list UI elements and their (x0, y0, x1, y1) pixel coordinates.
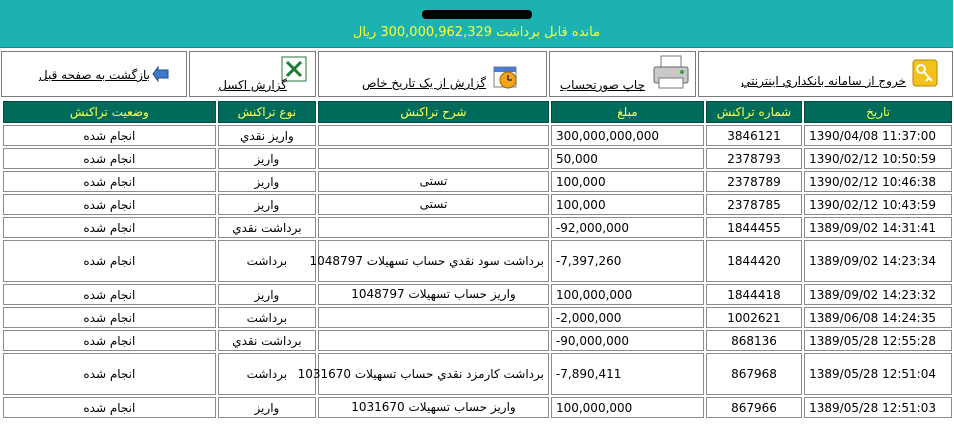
report-by-date-link[interactable]: گزارش از يک تاريخ خاص (361, 76, 486, 90)
cell-type: واريز (218, 148, 316, 169)
cell-type: برداشت (218, 307, 316, 328)
cell-status: انجام شده (3, 171, 216, 192)
logout-cell (698, 51, 953, 97)
cell-description (318, 307, 549, 328)
cell-type: برداشت (218, 353, 316, 395)
cell-amount: 100,000 (551, 194, 704, 215)
table-row (3, 397, 952, 418)
available-balance: مانده قابل برداشت 300,000,962,329 ريال (352, 25, 601, 40)
cell-amount: 50,000 (551, 148, 704, 169)
calendar-report-icon[interactable] (492, 64, 520, 93)
cell-status: انجام شده (3, 148, 216, 169)
table-row (3, 330, 952, 351)
table-header-row (3, 101, 952, 123)
cell-description: تستی (318, 194, 549, 215)
cell-amount: 100,000,000 (551, 284, 704, 305)
cell-description: واريز حساب تسهيلات 1031670 (318, 397, 549, 418)
cell-type: واريز نقدي (218, 125, 316, 146)
cell-date: 1390/04/08 11:37:00 (804, 125, 952, 146)
cell-status: انجام شده (3, 353, 216, 395)
cell-description (318, 148, 549, 169)
table-row (3, 353, 952, 395)
header-status[interactable]: وضعيت تراکنش (3, 101, 216, 123)
cell-amount: -7,397,260 (551, 240, 704, 282)
cell-status: انجام شده (3, 307, 216, 328)
cell-type: واريز (218, 171, 316, 192)
table-row (3, 307, 952, 328)
excel-report-link[interactable]: گزارش اکسل (218, 78, 287, 92)
toolbar (0, 51, 953, 97)
cell-number: 1844455 (706, 217, 802, 238)
cell-amount: 100,000 (551, 171, 704, 192)
cell-amount: -7,890,411 (551, 353, 704, 395)
cell-status: انجام شده (3, 397, 216, 418)
cell-description: تستی (318, 171, 549, 192)
cell-amount: 100,000,000 (551, 397, 704, 418)
header-type[interactable]: نوع تراکنش (218, 101, 316, 123)
header-amount[interactable]: مبلغ (551, 101, 704, 123)
table-row (3, 284, 952, 305)
cell-number: 1844420 (706, 240, 802, 282)
cell-type: واريز (218, 284, 316, 305)
cell-type: واريز (218, 194, 316, 215)
logout-link[interactable]: خروج از سامانه بانکداري اينترنتي (741, 74, 906, 88)
print-statement-link[interactable]: چاپ صورتحساب (559, 78, 645, 92)
back-link[interactable]: بازگشت به صفحه قبل (38, 68, 150, 82)
table-row (3, 171, 952, 192)
cell-number: 2378793 (706, 148, 802, 169)
cell-description (318, 330, 549, 351)
cell-type: واريز (218, 397, 316, 418)
cell-status: انجام شده (3, 125, 216, 146)
table-row (3, 125, 952, 146)
report-date-cell (318, 51, 547, 97)
table-row (3, 217, 952, 238)
cell-date: 1389/09/02 14:31:41 (804, 217, 952, 238)
cell-amount: -90,000,000 (551, 330, 704, 351)
cell-number: 2378785 (706, 194, 802, 215)
cell-description (318, 125, 549, 146)
cell-description (318, 217, 549, 238)
table-row (3, 240, 952, 282)
cell-number: 2378789 (706, 171, 802, 192)
cell-number: 867968 (706, 353, 802, 395)
cell-amount: -92,000,000 (551, 217, 704, 238)
header-date[interactable]: تاريخ (804, 101, 952, 123)
cell-number: 3846121 (706, 125, 802, 146)
transactions-table (1, 99, 954, 420)
key-icon[interactable] (912, 58, 938, 91)
cell-status: انجام شده (3, 330, 216, 351)
cell-amount: 300,000,000,000 (551, 125, 704, 146)
cell-description: برداشت کارمزد نقدي حساب تسهيلات 1031670 (318, 353, 549, 395)
cell-date: 1390/02/12 10:46:38 (804, 171, 952, 192)
cell-type: برداشت نقدي (218, 330, 316, 351)
cell-status: انجام شده (3, 217, 216, 238)
cell-type: برداشت نقدي (218, 217, 316, 238)
excel-cell (189, 51, 316, 97)
cell-date: 1389/06/08 14:24:35 (804, 307, 952, 328)
cell-status: انجام شده (3, 194, 216, 215)
table-row (3, 194, 952, 215)
table-row (3, 148, 952, 169)
cell-type: برداشت (218, 240, 316, 282)
cell-date: 1389/05/28 12:55:28 (804, 330, 952, 351)
cell-amount: -2,000,000 (551, 307, 704, 328)
cell-number: 1002621 (706, 307, 802, 328)
cell-description: برداشت سود نقدي حساب تسهيلات 1048797 (318, 240, 549, 282)
cell-number: 867966 (706, 397, 802, 418)
header-description[interactable]: شرح تراکنش (318, 101, 549, 123)
cell-number: 1844418 (706, 284, 802, 305)
cell-status: انجام شده (3, 284, 216, 305)
cell-date: 1389/05/28 12:51:03 (804, 397, 952, 418)
cell-date: 1389/09/02 14:23:32 (804, 284, 952, 305)
back-cell (1, 51, 187, 97)
cell-date: 1389/05/28 12:51:04 (804, 353, 952, 395)
cell-number: 868136 (706, 330, 802, 351)
cell-description: واريز حساب تسهيلات 1048797 (318, 284, 549, 305)
printer-icon[interactable] (651, 54, 691, 95)
cell-date: 1389/09/02 14:23:34 (804, 240, 952, 282)
header-number[interactable]: شماره تراکنش (706, 101, 802, 123)
cell-date: 1390/02/12 10:43:59 (804, 194, 952, 215)
back-arrow-icon[interactable] (152, 66, 170, 85)
account-name-redacted (422, 10, 532, 19)
cell-status: انجام شده (3, 240, 216, 282)
cell-date: 1390/02/12 10:50:59 (804, 148, 952, 169)
page-header (0, 0, 953, 48)
print-cell (549, 51, 696, 97)
